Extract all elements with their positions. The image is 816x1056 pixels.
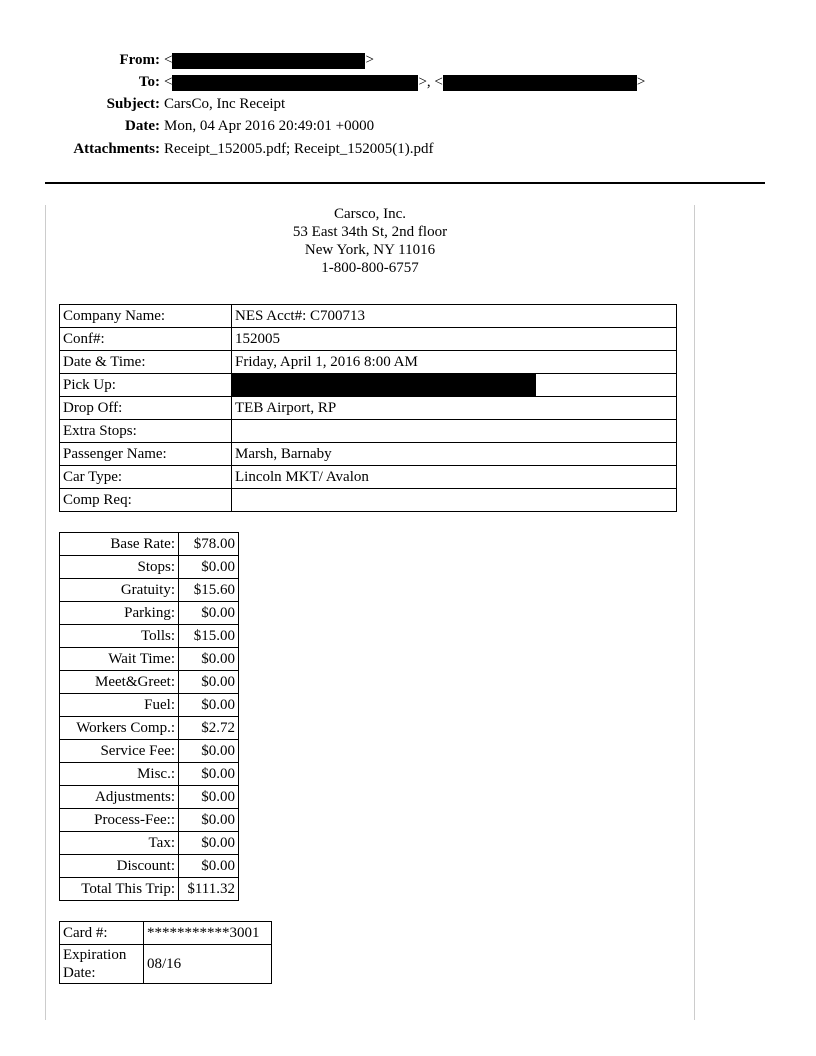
trip-value: TEB Airport, RP: [232, 397, 677, 420]
table-row: [60, 717, 239, 740]
fee-table: [59, 532, 239, 901]
trip-label: Passenger Name:: [60, 443, 232, 466]
fee-value: $2.72: [179, 717, 239, 740]
table-row: [60, 855, 239, 878]
trip-value: [232, 489, 677, 512]
company-phone: 1-800-800-6757: [321, 260, 419, 276]
subject-value: CarsCo, Inc Receipt: [164, 96, 286, 112]
fee-value: $0.00: [179, 855, 239, 878]
fee-value: $0.00: [179, 694, 239, 717]
fee-label: Tax:: [60, 832, 179, 855]
table-row: [60, 878, 239, 901]
table-row: [60, 374, 677, 397]
table-row: [60, 533, 239, 556]
trip-label: Company Name:: [60, 305, 232, 328]
table-row: [60, 351, 677, 374]
company-city: New York, NY 11016: [304, 242, 436, 258]
trip-info-table: [59, 304, 677, 512]
trip-value: Lincoln MKT/ Avalon: [232, 466, 677, 489]
expiration-value: 08/16: [144, 945, 272, 984]
fee-value: $0.00: [179, 832, 239, 855]
fee-label: Wait Time:: [60, 648, 179, 671]
fee-value: $0.00: [179, 556, 239, 579]
from-label: From:: [119, 52, 160, 68]
company-address: [45, 205, 695, 277]
table-row: [60, 809, 239, 832]
fee-value: $111.32: [179, 878, 239, 901]
fee-value: $78.00: [179, 533, 239, 556]
fee-label: Discount:: [60, 855, 179, 878]
left-border: [45, 205, 46, 1020]
fee-label: Parking:: [60, 602, 179, 625]
fee-value: $15.00: [179, 625, 239, 648]
table-row: [60, 763, 239, 786]
table-row: [60, 489, 677, 512]
trip-label: Conf#:: [60, 328, 232, 351]
fee-label: Base Rate:: [60, 533, 179, 556]
from-value: < >: [164, 52, 374, 68]
subject-label: Subject:: [106, 96, 160, 112]
trip-label: Date & Time:: [60, 351, 232, 374]
table-row: [60, 420, 677, 443]
date-value: Mon, 04 Apr 2016 20:49:01 +0000: [164, 118, 375, 134]
table-row: [60, 305, 677, 328]
fee-label: Misc.:: [60, 763, 179, 786]
table-row: [60, 397, 677, 420]
redacted-block: [232, 374, 536, 396]
expiration-label: Expiration Date:: [60, 945, 144, 984]
company-name: Carsco, Inc.: [333, 206, 407, 222]
table-row: [60, 602, 239, 625]
table-row: [60, 945, 272, 984]
trip-value: NES Acct#: C700713: [232, 305, 677, 328]
table-row: [60, 786, 239, 809]
attachments-value[interactable]: Receipt_152005.pdf; Receipt_152005(1).pdf: [164, 141, 434, 157]
redacted-block: [172, 75, 418, 91]
fee-label: Service Fee:: [60, 740, 179, 763]
fee-label: Workers Comp.:: [60, 717, 179, 740]
table-row: [60, 328, 677, 351]
fee-value: $0.00: [179, 786, 239, 809]
fee-label: Fuel:: [60, 694, 179, 717]
fee-label: Stops:: [60, 556, 179, 579]
table-row: [60, 740, 239, 763]
fee-value: $0.00: [179, 671, 239, 694]
fee-label: Gratuity:: [60, 579, 179, 602]
table-row: [60, 625, 239, 648]
trip-label: Comp Req:: [60, 489, 232, 512]
fee-label: Process-Fee::: [60, 809, 179, 832]
fee-label: Total This Trip:: [60, 878, 179, 901]
trip-value: Friday, April 1, 2016 8:00 AM: [232, 351, 677, 374]
table-row: [60, 556, 239, 579]
trip-label: Pick Up:: [60, 374, 232, 397]
trip-value: [232, 420, 677, 443]
table-row: [60, 922, 272, 945]
header-divider: [45, 182, 765, 184]
trip-label: Car Type:: [60, 466, 232, 489]
fee-value: $0.00: [179, 763, 239, 786]
fee-value: $0.00: [179, 740, 239, 763]
right-border: [694, 205, 695, 1020]
table-row: [60, 443, 677, 466]
trip-value: Marsh, Barnaby: [232, 443, 677, 466]
table-row: [60, 671, 239, 694]
fee-value: $0.00: [179, 809, 239, 832]
card-number-label: Card #:: [60, 922, 144, 945]
trip-label: Extra Stops:: [60, 420, 232, 443]
fee-label: Adjustments:: [60, 786, 179, 809]
to-value: < >, < >: [164, 74, 646, 90]
fee-value: $0.00: [179, 602, 239, 625]
trip-value: 152005: [232, 328, 677, 351]
redacted-block: [443, 75, 637, 91]
fee-label: Tolls:: [60, 625, 179, 648]
table-row: [60, 694, 239, 717]
table-row: [60, 579, 239, 602]
redacted-block: [172, 53, 365, 69]
table-row: [60, 832, 239, 855]
table-row: [60, 648, 239, 671]
fee-value: $0.00: [179, 648, 239, 671]
table-row: [60, 466, 677, 489]
company-street: 53 East 34th St, 2nd floor: [292, 224, 448, 240]
fee-label: Meet&Greet:: [60, 671, 179, 694]
card-number-value: ***********3001: [144, 922, 272, 945]
trip-value: [232, 374, 677, 397]
date-label: Date:: [125, 118, 160, 134]
card-table: [59, 921, 272, 984]
fee-value: $15.60: [179, 579, 239, 602]
trip-label: Drop Off:: [60, 397, 232, 420]
attachments-label: Attachments:: [73, 141, 160, 157]
to-label: To:: [138, 74, 160, 90]
